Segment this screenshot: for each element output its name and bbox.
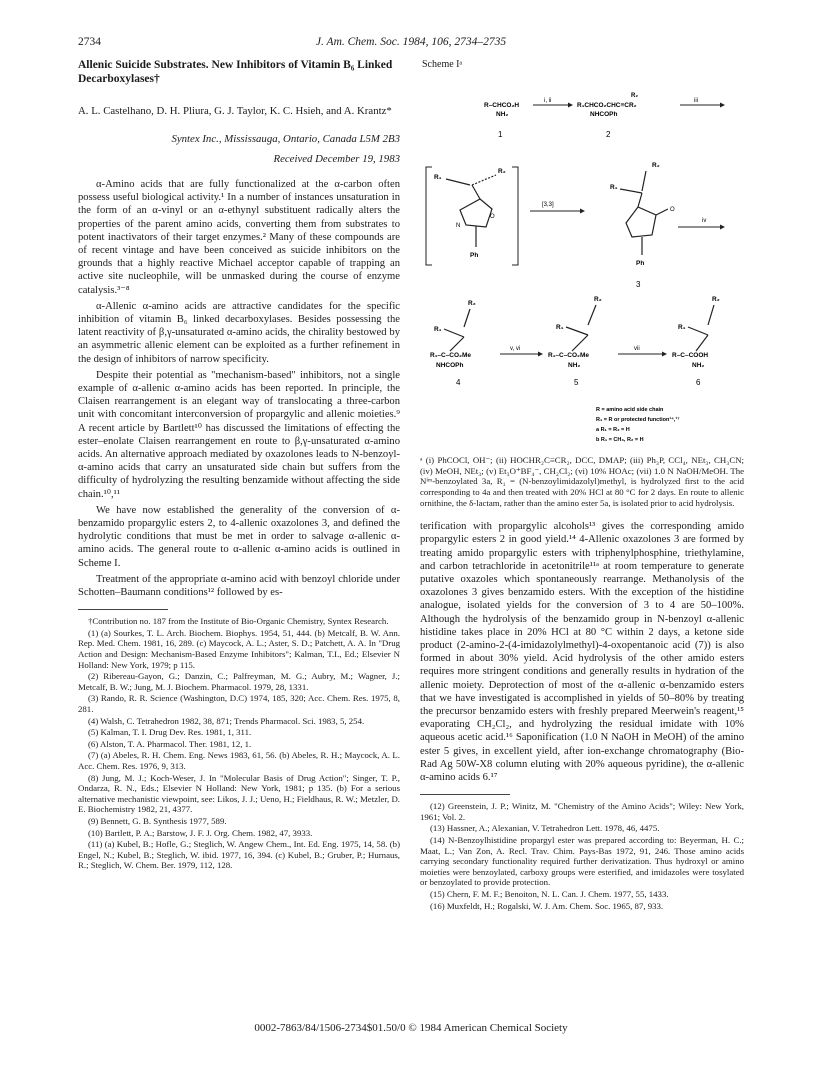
compound-4-bond (444, 329, 464, 337)
footnote: (11) (a) Kubel, B.; Hofle, G.; Steglich, W. Angew Chem., Int. Ed. Eng. 1975, 14, 58. (b) Engel, N.; Kubel, B.; Steglich, W. ibid. 1977, 16, 394. (c) Kubel, B.; Gruber, P.; Hurnaus, R.; Steglich, W. Chem. Ber. 1979, 112, 128. (78, 839, 400, 871)
compound-5 (548, 296, 602, 387)
journal-citation: J. Am. Chem. Soc. 1984, 106, 2734–2735 (315, 36, 507, 48)
body-paragraph: Treatment of the appropriate α-amino acid with benzoyl chloride under Schotten–Baumann conditions¹² followed by es- (78, 573, 400, 599)
page-footer: 0002-7863/84/1506-2734$01.50/0 © 1984 American Chemical Society (254, 1022, 568, 1034)
compound-4-bond (464, 309, 470, 327)
compound-6-amine: NH₂ (692, 362, 705, 370)
footnote: (10) Bartlett, P. A.; Barstow, J. F. J. Org. Chem. 1982, 47, 3933. (88, 827, 313, 838)
footnote: (6) Alston, T. A. Pharmacol. Ther. 1981, 12, 1. (88, 738, 252, 749)
bracket-left (426, 167, 432, 265)
footnote: (2) Ribereau-Gayon, G.; Danzin, C.; Palfreyman, M. G.; Aubry, M.; Wagner, J.; Metcalf, B. W.; Jung, M. J. Biochem. Pharmacol. 1979, 28, 1331. (78, 671, 400, 692)
footnote: (1) (a) Sourkes, T. L. Arch. Biochem. Biophys. 1954, 51, 444. (b) Metcalf, B. W. Ann. Rep. Med. Chem. 1981, 16, 289. (c) Maycock, A. L.; Aster, S. D.; Patchett, A. A. In "Drug Action and Design: Mechanism-Based Enzyme Inhibitors"; Kalman, T.I., Ed.; Elsevier N Holland: New York, 1979; p 115. (78, 627, 400, 670)
reaction-scheme (420, 75, 744, 453)
reaction-arrowhead (720, 103, 725, 108)
compound-4-amide: NHCOPh (436, 362, 464, 370)
footnote: †Contribution no. 187 from the Institute of Bio-Organic Chemistry, Syntex Research. (88, 616, 389, 627)
compound-6-bond (708, 305, 714, 325)
scheme-legend-line: b R₁ = CH₃, R₂ = H (596, 437, 644, 444)
arrow-label: [3,3] (542, 202, 554, 209)
compound-6-bond (688, 327, 708, 335)
page-number: 2734 (78, 36, 101, 48)
footnote: (13) Hassner, A.; Alexanian, V. Tetrahedron Lett. 1978, 46, 4475. (430, 823, 660, 834)
footnote: (16) Muxfeldt, H.; Rogalski, W. J. Am. Chem. Soc. 1965, 87, 933. (430, 900, 664, 911)
compound-5-r2: R₂ (594, 296, 602, 304)
body-paragraph: terification with propargylic alcohols¹³ gives the corresponding amido propargylic esters 2 in good yield.¹⁴ 4-Allenic oxazolones 3 are formed by treating amido propargylic esters with triphenylphosphine, triethylamine, and carbon tetrachloride in acetonitrile¹¹ᵃ at room temperature to generate putative oxazoles which spontaneously rearrange. Methanolysis of the oxazolones 3 gives benzamido esters. With the exception of the histidine analogue, isolated yields for the conversion of 3 to 4 are 50–100%. Although the hydrolysis of the benzamido group in N-benzoyl α-allenic histidine takes place in 20% HCl at 80 °C within 2 days, a ketone side product (2-amino-2-(4-imidazolylmethyl)-4-oxopentanoic acid (7)) is also formed in about 30% yield. Acid hydrolysis of the other amido esters requires more stringent conditions and generally results in hydration of the allenic moiety. Deprotection of most of the α-allenic α-benzamido esters that we have investigated is accomplished in yields of 50–80% by treating the precursor benzamido esters with freshly prepared Meerwein's reagent,¹⁵ evaporating CH₂Cl₂, and hydrolyzing the residual imidate with 10% aqueous acetic acid.¹⁶ Saponification (1.0 N NaOH in MeOH) of the amino ester 5 gives, in excellent yield, after ion-exchange chromatography (Bio-Rad Ag 50W-X8 column eluting with 20% aqueous pyridine), the α-allenic α-amino acids 6.¹⁷ (420, 521, 744, 784)
footnote-divider (78, 609, 168, 610)
compound-4-r2: R₂ (468, 300, 476, 308)
right-column (420, 58, 744, 912)
bracket-right (512, 167, 518, 265)
footnote: (8) Jung, M. J.; Koch-Weser, J. In "Molecular Basis of Drug Action"; Singer, T. P., Ondarza, R. N., Eds.; Elsevier N Holland: New York, 1981; p 135. (b) For a serious alternative mechanistic viewpoint, see: Likos, J. J.; Ueno, H.; Fieldhaus, R. W.; Metzler, D. E. Biochemistry 1982, 21, 4377. (78, 772, 400, 815)
scheme-drawing (420, 75, 744, 453)
compound-2-label: 2 (606, 130, 611, 140)
article-title: Allenic Suicide Substrates. New Inhibitors of Vitamin B₆ Linked Decarboxylases† (78, 59, 393, 85)
oxazole-r1: R₁ (434, 174, 442, 182)
compound-2-r2: R₂ (631, 93, 638, 100)
reaction-arrowhead (662, 352, 667, 357)
compound-2-amide: NHCOPh (590, 111, 618, 119)
reaction-arrowhead (580, 209, 585, 214)
scheme-legend-line: a R₁ = R₂ = H (596, 427, 630, 434)
scheme-legend-line: R₁ = R or protected function¹⁴,¹⁷ (596, 417, 680, 424)
oxazole-ring (460, 199, 492, 227)
footnote: (12) Greenstein, J. P.; Winitz, M. "Chemistry of the Amino Acids"; Wiley: New York, 1961; Vol. 2. (420, 801, 744, 822)
compound-1-formula: R–CHCO₂H (484, 102, 520, 110)
reaction-arrowhead (720, 225, 725, 230)
footnote-divider (420, 794, 510, 795)
oxazolone-bond (642, 171, 646, 191)
oxazolone-bond (638, 193, 642, 207)
oxazole-bond (446, 179, 470, 185)
oxazolone-phenyl: Ph (636, 260, 645, 268)
arrow-label: i, ii (544, 98, 552, 105)
article-affiliation: Syntex Inc., Mississauga, Ontario, Canada L5M 2B3 (171, 133, 400, 145)
compound-5-bond (572, 335, 588, 351)
oxygen-atom: O (670, 207, 675, 214)
article-authors: A. L. Castelhano, D. H. Pliura, G. J. Taylor, K. C. Hsieh, and A. Krantz* (78, 105, 392, 117)
body-paragraph: α-Amino acids that are fully functionalized at the α-carbon often possess useful biological activity.¹ In a number of instances unsaturation in the form of an α-vinyl or an α-ethynyl substituent radically alters the properties of the parent amino acids, converting them from substrates to potent inactivators of their target enzymes.² Many of these compounds are of recent vintage and have been conceived as suicide inhibitors on the grounds that a highly reactive Michael acceptor capable of trapping an active site nucleophile, will be unmasked during the course of enzyme catalysis.³⁻⁸ (78, 179, 400, 296)
compound-5-amine: NH₂ (568, 362, 581, 370)
oxygen-atom: O (490, 214, 495, 221)
body-paragraph: α-Allenic α-amino acids are attractive candidates for the specific inhibition of vitamin B₆ linked decarboxylases. Besides possessing the latent reactivity of β,γ-unsaturated α-amino acids, the chirality bestowed by an asymmetric allenic element can be exploited as a further refinement in the design of inhibitors of narrow specificity. (78, 300, 400, 365)
arrow-label: iii (694, 98, 698, 105)
compound-6-label: 6 (696, 378, 701, 388)
footnote: (9) Bennett, G. B. Synthesis 1977, 589. (88, 815, 227, 826)
compound-6 (672, 296, 720, 387)
oxazole-bond (472, 185, 480, 199)
compound-5-formula: R₁–C–CO₂Me (548, 352, 589, 360)
compound-4-formula: R₁–C–CO₂Me (430, 352, 471, 360)
compound-1-label: 1 (498, 130, 503, 140)
arrow-label: vii (634, 346, 640, 353)
footnote: (15) Chern, F. M. F.; Benoiton, N. L. Can. J. Chem. 1977, 55, 1433. (430, 888, 669, 899)
compound-4-r1: R₁ (434, 326, 442, 334)
footnote: (5) Kalman, T. I. Drug Dev. Res. 1981, 1, 311. (88, 727, 252, 738)
body-paragraph: We have now established the generality of the conversion of α-benzamido propargylic esters 2, to 4-allenic oxazolones 3, and defined the hydrolytic conditions that must be met in order to salvage α-allenic α-amino acids. The general route to α-allenic α-amino acids is outlined in Scheme I. (78, 504, 400, 569)
footnote: (14) N-Benzoylhistidine propargyl ester was prepared according to: Beyerman, H. C.; Maat, L.; Van Zon, A. Recl. Trav. Chim. Pays-Bas 1972, 91, 246. Those amino acids carrying secondary functionality required further derivatization. Thus hydroxyl or amino moieties were benzoylated, carboxy groups were esterified, and imidazoles were tosylated or benzoylated to provide protection. (420, 835, 744, 888)
oxazole-r2: R₂ (498, 168, 506, 176)
oxazolone-bond (620, 189, 642, 193)
footnote: (3) Rando, R. R. Science (Washington, D.C) 1974, 185, 320; Acc. Chem. Res. 1975, 8, 281. (78, 693, 400, 715)
oxazolone-ring (626, 207, 656, 237)
compound-6-bond (696, 335, 708, 351)
oxazolone-r1: R₁ (610, 184, 618, 192)
compound-5-bond (588, 305, 596, 325)
compound-4-label: 4 (456, 378, 461, 388)
received-date: Received December 19, 1983 (273, 153, 400, 165)
oxazolone-carbonyl (656, 209, 668, 215)
left-column (78, 58, 400, 872)
compound-2-formula: R₁CHCO₂CHC≡CR₂ (577, 102, 637, 110)
nitrogen-atom: N (456, 223, 461, 230)
oxazole-bond (472, 175, 496, 185)
compound-5-label: 5 (574, 378, 579, 388)
oxazole-phenyl: Ph (470, 252, 479, 260)
arrow-label: iv (702, 218, 707, 225)
compound-1-amine: NH₂ (496, 111, 509, 119)
compound-6-formula: R–C–COOH (672, 352, 709, 360)
compound-4 (430, 300, 476, 387)
reaction-arrowhead (538, 352, 543, 357)
scheme-title: Scheme Iᵃ (422, 59, 463, 70)
arrow-label: v, vi (510, 346, 521, 353)
footnote: (7) (a) Abeles, R. H. Chem. Eng. News 1983, 61, 56. (b) Abeles, R. H.; Maycock, A. L. Acc. Chem. Res. 1976, 9, 313. (78, 750, 400, 772)
compound-6-r2: R₂ (712, 296, 720, 304)
compound-5-bond (566, 327, 588, 335)
footnote: (4) Walsh, C. Tetrahedron 1982, 38, 871; Trends Pharmacol. Sci. 1983, 5, 254. (88, 715, 365, 726)
body-paragraph: Despite their potential as "mechanism-based" inhibitors, not a single example of α-allenic α-amino acids has been reported. In principle, the Claisen rearrangement is an elegant way of translocating a three-carbon unit with concomitant interconversion of propargylic and allenic moieties.⁹ A recent article by Bartlett¹⁰ has discussed the limitations of effecting the ester–enolate Claisen rearrangement en route to β,γ-unsaturated α-amino acids. An alternative approach mediated by oxazolones leads to N-benzoyl-α-amino acids that carry an unsaturated side chain but suffers from the difficulty of hydrolyzing the resulting benzamide without affecting the side chain.¹⁰,¹¹ (78, 369, 400, 500)
compound-4-bond (450, 337, 464, 351)
oxazolone-r2: R₂ (652, 162, 660, 170)
compound-3-label: 3 (636, 280, 641, 290)
scheme-legend-line: R = amino acid side chain (596, 407, 664, 414)
compound-6-r1: R₁ (678, 324, 686, 332)
reaction-arrowhead (568, 103, 573, 108)
compound-5-r1: R₁ (556, 324, 564, 332)
scheme-footnote: ᵃ (i) PhCOCl, OH⁻; (ii) HOCHR₂C≡CR₂, DCC, DMAP; (iii) Ph₃P, CCl₄, NEt₃, CH₃CN; (iv) MeOH, NEt₃; (v) Et₃O⁺BF₄⁻, CH₂Cl₂; (vi) 10% HOAc; (vii) 1.0 N NaOH/MeOH. The Nⁱᵐ-benzoylated 3a, R₁ = (N-benzoylimidazolyl)methyl, is hydrolyzed first to the acid corresponding to 4a and then treated with 20% HCl at 80 °C for 2 days. En route to allenic ornithine, the δ-lactam, rather than the amino ester 5a, is isolated prior to acid hydrolysis. (420, 455, 744, 508)
